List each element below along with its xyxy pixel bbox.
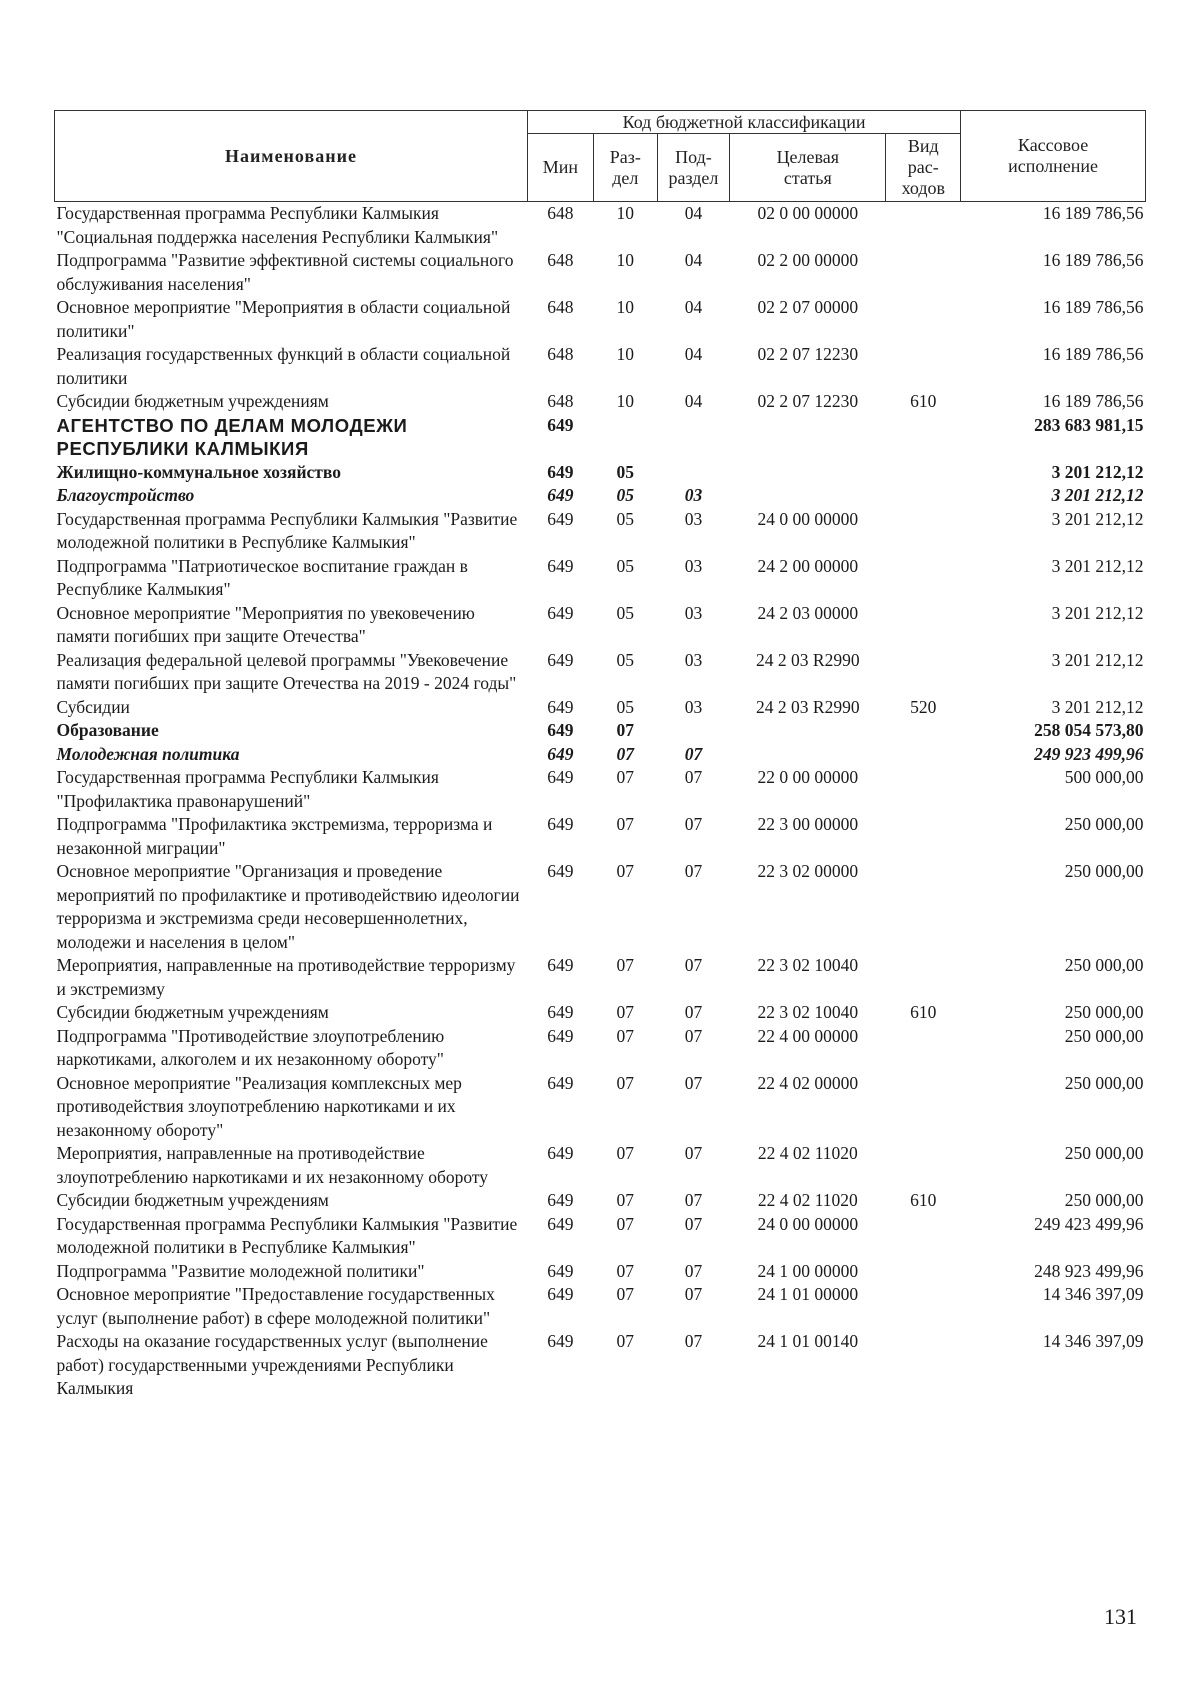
row-celevaya: 02 2 00 00000 — [757, 250, 859, 270]
budget-table — [54, 110, 1146, 1401]
table-row — [55, 1072, 1146, 1143]
row-min: 649 — [547, 1143, 574, 1163]
table-row — [55, 1142, 1146, 1189]
row-razdel: 10 — [616, 250, 635, 270]
row-razdel: 10 — [616, 203, 635, 223]
row-vid — [886, 249, 961, 296]
row-name: Подпрограмма "Профилактика экстремизма, терроризма и незаконной миграции" — [56, 814, 493, 858]
row-celevaya — [730, 719, 886, 743]
row-name: Основное мероприятие "Организация и проведение мероприятий по профилактике и противодействию идеологии терроризма и экстремизма среди несовершеннолетних, молодежи и населения в целом" — [56, 861, 520, 952]
row-razdel: 07 — [616, 720, 635, 740]
row-name: Основное мероприятие "Мероприятия по увековечению памяти погибших при защите Отечества" — [56, 602, 475, 646]
row-podrazdel: 03 — [684, 696, 703, 717]
row-podrazdel: 07 — [684, 1143, 703, 1163]
row-razdel: 07 — [616, 1331, 635, 1351]
row-sum: 250 000,00 — [1064, 1143, 1144, 1163]
row-sum: 258 054 573,80 — [1034, 720, 1144, 740]
row-name: Молодежная политика — [56, 743, 240, 764]
row-vid — [886, 813, 961, 860]
row-podrazdel: 04 — [684, 250, 703, 270]
row-vid — [886, 1260, 961, 1284]
table-row — [55, 813, 1146, 860]
row-sum: 16 189 786,56 — [1042, 203, 1144, 223]
row-razdel: 05 — [616, 602, 635, 623]
header-code-group: Код бюджетной классификации — [527, 111, 960, 134]
row-vid — [886, 1142, 961, 1189]
row-sum: 14 346 397,09 — [1042, 1284, 1144, 1304]
row-razdel: 07 — [616, 1213, 635, 1234]
row-min: 649 — [547, 743, 574, 764]
row-podrazdel: 04 — [684, 203, 703, 223]
row-vid — [886, 649, 961, 696]
table-row — [55, 1330, 1146, 1401]
row-razdel: 05 — [616, 508, 635, 529]
row-name: Реализация государственных функций в области социальной политики — [56, 344, 511, 388]
row-celevaya: 24 0 00 00000 — [757, 1213, 859, 1234]
row-podrazdel: 07 — [684, 1025, 703, 1046]
row-name: Государственная программа Республики Калмыкия "Профилактика правонарушений" — [56, 767, 439, 811]
row-sum: 3 201 212,12 — [1051, 461, 1144, 482]
row-name: Жилищно-коммунальное хозяйство — [56, 461, 341, 482]
row-podrazdel: 07 — [684, 767, 703, 787]
row-min: 649 — [547, 649, 574, 670]
row-vid — [886, 1025, 961, 1072]
row-vid — [886, 743, 961, 767]
row-podrazdel: 04 — [684, 297, 703, 317]
row-sum: 3 201 212,12 — [1051, 555, 1144, 576]
row-podrazdel: 03 — [684, 602, 703, 623]
row-name: Основное мероприятие "Мероприятия в области социальной политики" — [56, 297, 511, 341]
table-row — [55, 1260, 1146, 1284]
table-row — [55, 296, 1146, 343]
row-celevaya: 22 3 00 00000 — [757, 814, 859, 834]
row-celevaya: 22 3 02 00000 — [757, 861, 859, 881]
row-podrazdel: 04 — [684, 344, 703, 364]
table-row-section — [55, 719, 1146, 743]
table-row — [55, 202, 1146, 250]
row-podrazdel: 07 — [684, 1260, 703, 1281]
row-name: Государственная программа Республики Калмыкия "Социальная поддержка населения Республики Калмыкия" — [56, 203, 499, 247]
row-celevaya: 22 0 00 00000 — [757, 767, 859, 787]
row-podrazdel — [657, 461, 730, 485]
row-vid — [886, 414, 961, 461]
header-vid: Вид рас- ходов — [886, 134, 961, 202]
row-vid — [886, 602, 961, 649]
row-min: 649 — [547, 555, 574, 576]
row-celevaya — [730, 461, 886, 485]
row-celevaya: 22 3 02 10040 — [757, 955, 859, 975]
row-sum: 250 000,00 — [1064, 955, 1144, 975]
row-razdel: 10 — [616, 391, 635, 411]
row-podrazdel: 07 — [684, 1002, 703, 1022]
row-sum: 250 000,00 — [1064, 1002, 1144, 1022]
row-name: АГЕНТСТВО ПО ДЕЛАМ МОЛОДЕЖИ РЕСПУБЛИКИ КАЛМЫКИЯ — [56, 414, 408, 459]
header-kassovoe: Кассовое исполнение — [961, 111, 1146, 202]
row-min: 649 — [547, 861, 574, 881]
row-razdel: 07 — [616, 1260, 635, 1281]
table-row — [55, 766, 1146, 813]
row-sum: 283 683 981,15 — [1034, 414, 1144, 435]
row-podrazdel: 07 — [684, 1213, 703, 1234]
row-celevaya: 24 2 03 R2990 — [756, 696, 860, 717]
row-podrazdel: 07 — [684, 1331, 703, 1351]
table-row — [55, 390, 1146, 414]
table-row-section — [55, 461, 1146, 485]
row-name: Мероприятия, направленные на противодействие терроризму и экстремизму — [56, 955, 516, 999]
row-vid: 520 — [910, 696, 937, 717]
row-celevaya — [730, 743, 886, 767]
row-min: 649 — [547, 955, 574, 975]
row-razdel: 05 — [616, 696, 635, 717]
row-razdel: 05 — [616, 461, 635, 482]
row-celevaya: 24 1 01 00140 — [757, 1331, 859, 1351]
row-vid — [886, 766, 961, 813]
row-sum: 249 423 499,96 — [1034, 1213, 1144, 1234]
row-vid — [886, 719, 961, 743]
row-vid — [886, 508, 961, 555]
table-row — [55, 602, 1146, 649]
row-sum: 250 000,00 — [1064, 1190, 1144, 1210]
row-name: Субсидии бюджетным учреждениям — [56, 391, 329, 411]
row-razdel: 07 — [616, 1002, 635, 1022]
row-name: Государственная программа Республики Калмыкия "Развитие молодежной политики в Республике Калмыкия" — [56, 508, 518, 552]
row-sum: 248 923 499,96 — [1034, 1260, 1144, 1281]
row-vid: 610 — [910, 1190, 937, 1210]
row-sum: 3 201 212,12 — [1051, 602, 1144, 623]
row-podrazdel: 04 — [684, 391, 703, 411]
row-celevaya: 24 2 00 00000 — [757, 555, 859, 576]
row-celevaya — [730, 414, 886, 461]
row-celevaya: 22 3 02 10040 — [757, 1002, 859, 1022]
table-row — [55, 649, 1146, 696]
page-number: 131 — [1104, 1604, 1137, 1629]
row-razdel: 05 — [616, 555, 635, 576]
table-row — [55, 696, 1146, 720]
row-name: Подпрограмма "Развитие эффективной системы социального обслуживания населения" — [56, 250, 514, 294]
header-celevaya: Целевая статья — [730, 134, 886, 202]
row-podrazdel: 03 — [684, 555, 703, 576]
row-min: 649 — [547, 814, 574, 834]
row-sum: 249 923 499,96 — [1034, 743, 1144, 764]
row-celevaya: 02 2 07 12230 — [757, 344, 859, 364]
row-vid — [886, 1213, 961, 1260]
row-podrazdel: 07 — [684, 1284, 703, 1304]
row-razdel: 07 — [616, 1072, 635, 1093]
row-name: Благоустройство — [56, 485, 195, 505]
table-row-subsection — [55, 743, 1146, 767]
row-podrazdel: 07 — [684, 861, 703, 881]
table-row-agency — [55, 414, 1146, 461]
row-min: 649 — [547, 485, 574, 505]
row-sum: 250 000,00 — [1064, 1025, 1144, 1046]
row-celevaya: 02 2 07 12230 — [757, 391, 859, 411]
row-min: 649 — [547, 1025, 574, 1046]
row-razdel: 07 — [616, 1284, 635, 1304]
row-razdel: 05 — [616, 485, 635, 505]
row-celevaya: 22 4 02 11020 — [757, 1143, 858, 1163]
row-celevaya: 24 2 03 00000 — [757, 602, 859, 623]
table-header — [55, 111, 1146, 202]
row-min: 649 — [547, 414, 574, 435]
row-podrazdel: 03 — [684, 649, 703, 670]
row-min: 649 — [547, 1002, 574, 1022]
row-name: Подпрограмма "Патриотическое воспитание граждан в Республике Калмыкия" — [56, 555, 468, 599]
row-podrazdel: 07 — [684, 1072, 703, 1093]
row-min: 648 — [547, 344, 574, 364]
row-name: Субсидии бюджетным учреждениям — [56, 1190, 329, 1210]
row-min: 648 — [547, 203, 574, 223]
row-celevaya: 24 1 01 00000 — [757, 1284, 859, 1304]
table-row — [55, 1189, 1146, 1213]
table-row-subsection — [55, 484, 1146, 508]
table-row — [55, 508, 1146, 555]
row-podrazdel: 07 — [684, 1190, 703, 1210]
row-sum: 16 189 786,56 — [1042, 391, 1144, 411]
row-min: 648 — [547, 250, 574, 270]
row-sum: 3 201 212,12 — [1051, 649, 1144, 670]
row-min: 649 — [547, 767, 574, 787]
row-vid — [886, 1330, 961, 1401]
row-min: 649 — [547, 508, 574, 529]
row-min: 649 — [547, 1190, 574, 1210]
row-sum: 250 000,00 — [1064, 814, 1144, 834]
row-sum: 3 201 212,12 — [1051, 485, 1144, 505]
row-vid — [886, 954, 961, 1001]
row-min: 649 — [547, 1072, 574, 1093]
table-body — [55, 202, 1146, 1401]
row-min: 649 — [547, 1213, 574, 1234]
header-min: Мин — [527, 134, 593, 202]
row-vid: 610 — [910, 1002, 937, 1022]
row-podrazdel: 07 — [684, 955, 703, 975]
row-min: 649 — [547, 696, 574, 717]
row-name: Подпрограмма "Развитие молодежной политики" — [56, 1260, 425, 1281]
row-razdel: 07 — [616, 743, 635, 764]
row-name: Подпрограмма "Противодействие злоупотреблению наркотиками, алкоголем и их незаконному обороту" — [56, 1025, 445, 1069]
row-celevaya: 22 4 02 00000 — [757, 1072, 859, 1093]
row-celevaya: 24 0 00 00000 — [757, 508, 859, 529]
row-celevaya: 22 4 02 11020 — [757, 1190, 858, 1210]
table-row — [55, 555, 1146, 602]
table-row — [55, 860, 1146, 954]
row-razdel: 07 — [616, 955, 635, 975]
row-podrazdel: 03 — [684, 485, 703, 505]
table-row — [55, 343, 1146, 390]
table-row — [55, 954, 1146, 1001]
table-row — [55, 1001, 1146, 1025]
row-celevaya: 02 0 00 00000 — [757, 203, 859, 223]
row-min: 649 — [547, 602, 574, 623]
row-razdel — [593, 414, 657, 461]
row-min: 649 — [547, 1260, 574, 1281]
row-podrazdel: 07 — [684, 743, 703, 764]
row-name: Мероприятия, направленные на противодействие злоупотреблению наркотиками и их незаконному обороту — [56, 1143, 489, 1187]
row-sum: 250 000,00 — [1064, 1072, 1144, 1093]
row-vid — [886, 860, 961, 954]
row-podrazdel — [657, 414, 730, 461]
row-razdel: 07 — [616, 861, 635, 881]
row-sum: 3 201 212,12 — [1051, 508, 1144, 529]
table-row — [55, 1025, 1146, 1072]
row-vid — [886, 1283, 961, 1330]
row-sum: 250 000,00 — [1064, 861, 1144, 881]
row-sum: 3 201 212,12 — [1051, 696, 1144, 717]
row-vid — [886, 202, 961, 250]
row-razdel: 07 — [616, 767, 635, 787]
row-sum: 14 346 397,09 — [1042, 1331, 1144, 1351]
row-razdel: 07 — [616, 1143, 635, 1163]
row-celevaya: 24 2 03 R2990 — [756, 649, 860, 670]
row-min: 649 — [547, 1331, 574, 1351]
row-razdel: 07 — [616, 1025, 635, 1046]
row-vid — [886, 296, 961, 343]
row-sum: 16 189 786,56 — [1042, 250, 1144, 270]
header-podrazdel: Под- раздел — [657, 134, 730, 202]
row-name: Реализация федеральной целевой программы "Увековечение памяти погибших при защите Отечества на 2019 - 2024 годы" — [56, 649, 517, 693]
row-min: 648 — [547, 391, 574, 411]
row-name: Образование — [56, 720, 159, 740]
row-name: Основное мероприятие "Реализация комплексных мер противодействия злоупотреблению наркотиками и их незаконному обороту" — [56, 1072, 462, 1140]
row-vid — [886, 555, 961, 602]
row-celevaya: 22 4 00 00000 — [757, 1025, 859, 1046]
table-row — [55, 249, 1146, 296]
row-vid — [886, 461, 961, 485]
table-row — [55, 1283, 1146, 1330]
row-razdel: 07 — [616, 1190, 635, 1210]
row-name: Расходы на оказание государственных услуг (выполнение работ) государственными учреждениями Республики Калмыкия — [56, 1331, 488, 1398]
row-vid — [886, 484, 961, 508]
row-podrazdel: 07 — [684, 814, 703, 834]
row-min: 649 — [547, 720, 574, 740]
row-name: Государственная программа Республики Калмыкия "Развитие молодежной политики в Республике Калмыкия" — [56, 1213, 518, 1257]
row-razdel: 07 — [616, 814, 635, 834]
row-vid — [886, 343, 961, 390]
row-name: Субсидии — [56, 696, 130, 717]
row-sum: 500 000,00 — [1064, 767, 1144, 787]
row-podrazdel: 03 — [684, 508, 703, 529]
row-vid — [886, 1072, 961, 1143]
row-sum: 16 189 786,56 — [1042, 344, 1144, 364]
row-celevaya — [730, 484, 886, 508]
row-min: 649 — [547, 461, 574, 482]
row-name: Основное мероприятие "Предоставление государственных услуг (выполнение работ) в сфере молодежной политики" — [56, 1284, 495, 1328]
header-razdel: Раз- дел — [593, 134, 657, 202]
row-min: 649 — [547, 1284, 574, 1304]
header-name: Наименование — [55, 111, 528, 202]
row-sum: 16 189 786,56 — [1042, 297, 1144, 317]
row-razdel: 05 — [616, 649, 635, 670]
table-row — [55, 1213, 1146, 1260]
row-name: Субсидии бюджетным учреждениям — [56, 1002, 329, 1022]
row-podrazdel — [657, 719, 730, 743]
row-celevaya: 24 1 00 00000 — [757, 1260, 859, 1281]
row-min: 648 — [547, 297, 574, 317]
row-celevaya: 02 2 07 00000 — [757, 297, 859, 317]
row-razdel: 10 — [616, 344, 635, 364]
row-razdel: 10 — [616, 297, 635, 317]
row-vid: 610 — [910, 391, 937, 411]
